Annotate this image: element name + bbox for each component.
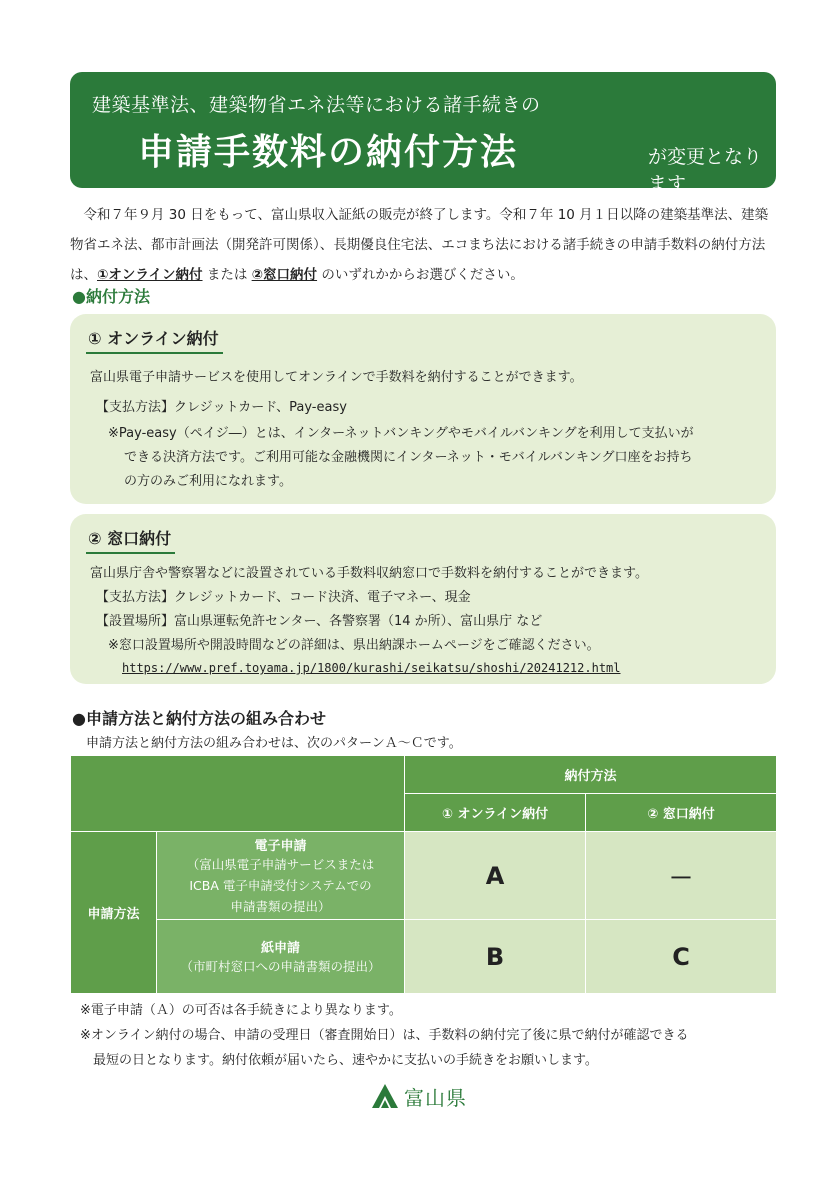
footnote: ※オンライン納付の場合、申請の受理日（審査開始日）は、手数料の納付完了後に県で納付が確認できる [80,1028,689,1043]
counter-info-link[interactable]: https://www.pref.toyama.jp/1800/kurashi/seikatsu/shoshi/20241212.html [122,661,621,675]
intro-paragraph [70,200,776,290]
intro-text-after: のいずれかからお選びください。 [317,267,524,283]
title-banner [70,72,776,195]
banner-title: 申請手数料の納付方法 [138,132,519,173]
application-method-header: 申請方法 [71,832,157,994]
online-description: 富山県電子申請サービスを使用してオンラインで手数料を納付することができます。 [90,370,583,385]
electronic-application-desc: 申請書類の提出） [230,898,331,914]
table-corner-cell [71,756,405,832]
counter-note: ※窓口設置場所や開設時間などの詳細は、県出納課ホームページをご確認ください。 [108,638,600,653]
electronic-application-desc: ICBA 電子申請受付システムでの [189,877,372,893]
electronic-application-desc: （富山県電子申請サービスまたは [186,856,375,872]
footnotes [80,998,780,1073]
intro-connector: または [202,267,252,283]
combination-intro: 申請方法と納付方法の組み合わせは、次のパターンＡ～Ｃです。 [86,736,462,751]
toyama-logo [370,1080,467,1112]
intro-option-counter: ②窓口納付 [251,267,318,283]
footnote: ※電子申請（Ａ）の可否は各手続きにより異なります。 [80,1003,402,1018]
counter-column-header: ② 窓口納付 [586,794,777,832]
counter-payment-methods: 【支払方法】クレジットカード、コード決済、電子マネー、現金 [96,590,471,605]
pattern-a-cell: A [405,832,586,920]
counter-payment-card [70,514,776,684]
electronic-application-cell [157,832,405,920]
paper-application-title: 紙申請 [260,940,300,956]
logo-text: 富山県 [404,1085,467,1110]
pattern-c-cell: C [586,920,777,994]
banner-subtitle: 建築基準法、建築物省エネ法等における諸手続きの [92,94,541,116]
paper-application-desc: （市町村窓口への申請書類の提出） [180,958,381,974]
online-note-line: の方のみご利用になれます。 [124,474,292,489]
payment-method-header: 納付方法 [405,756,777,794]
footnote: 最短の日となります。納付依頼が届いたら、速やかに支払いの手続きをお願いします。 [93,1053,598,1068]
banner-title-suffix: が変更となります [648,146,763,195]
pattern-b-cell: B [405,920,586,994]
combination-table [70,755,777,994]
intro-text-before: 令和７年９月 30 日をもって、富山県収入証紙の販売が終了します。令和７年 10 月１日以降の建築基準法、建築物省エネ法、都市計画法（開発許可関係）、長期優良住宅法、エコまち法における諸手続きの申請手数料の納付方法は、 [70,207,769,283]
not-available-cell: － [586,832,777,920]
online-payment-card [70,314,776,504]
counter-description: 富山県庁舎や警察署などに設置されている手数料収納窓口で手数料を納付することができます。 [90,566,648,581]
counter-payment-title: ② 窓口納付 [86,528,175,554]
prefecture-emblem-icon [370,1082,400,1110]
paper-application-cell [157,920,405,994]
combination-heading: ●申請方法と納付方法の組み合わせ [72,709,326,728]
online-payment-title: ① オンライン納付 [86,328,223,354]
online-note-line: ※Pay-easy（ペイジ―）とは、インターネットバンキングやモバイルバンキングを利用して支払いが [108,426,694,441]
online-column-header: ① オンライン納付 [405,794,586,832]
payment-method-heading: ●納付方法 [72,287,150,306]
electronic-application-title: 電子申請 [254,838,307,854]
intro-option-online: ①オンライン納付 [97,267,203,283]
online-note-line: できる決済方法です。ご利用可能な金融機関にインターネット・モバイルバンキング口座をお持ち [124,450,693,465]
online-payment-methods: 【支払方法】クレジットカード、Pay-easy [96,400,347,415]
counter-locations: 【設置場所】富山県運転免許センター、各警察署（14 か所）、富山県庁 など [96,614,543,629]
